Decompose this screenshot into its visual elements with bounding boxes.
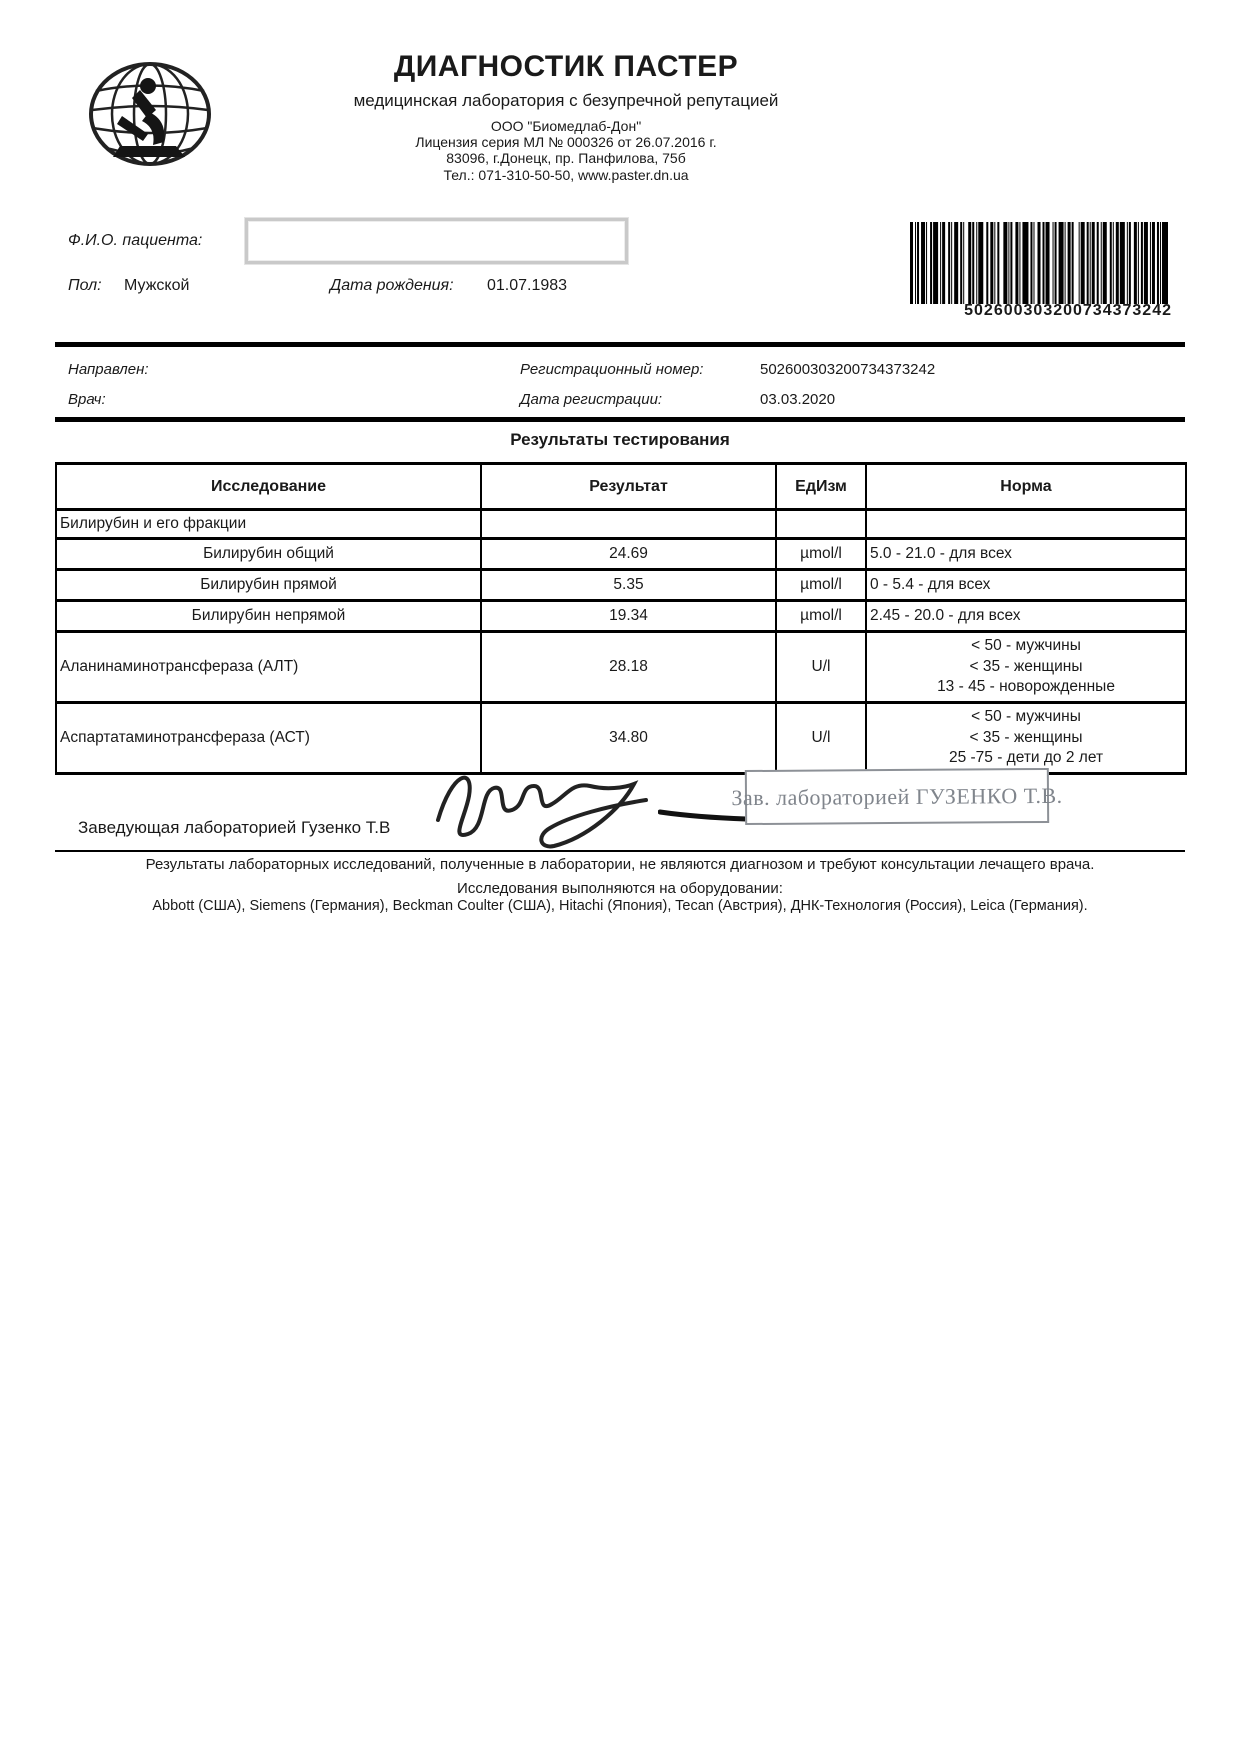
norm-line: 25 -75 - дети до 2 лет bbox=[948, 749, 1104, 767]
table-header-row bbox=[56, 464, 1186, 510]
divider-top bbox=[55, 342, 1185, 347]
table-row bbox=[56, 601, 1186, 632]
report-header bbox=[260, 50, 872, 183]
birth-date-value: 01.07.1983 bbox=[487, 277, 568, 294]
lab-globe-microscope-logo bbox=[86, 60, 218, 170]
reg-date-value: 03.03.2020 bbox=[760, 391, 836, 408]
lab-title: ДИАГНОСТИК ПАСТЕР bbox=[393, 50, 739, 83]
reg-number-value: 502600303200734373242 bbox=[760, 361, 936, 378]
reg-number-label: Регистрационный номер: bbox=[520, 361, 704, 378]
results-table bbox=[55, 462, 1187, 775]
test-unit: µmol/l bbox=[776, 539, 866, 570]
column-header-result: Результат bbox=[481, 464, 776, 510]
test-result: 34.80 bbox=[481, 703, 776, 774]
norm-line: 13 - 45 - новорожденные bbox=[937, 678, 1115, 696]
patient-name-label: Ф.И.О. пациента: bbox=[68, 232, 203, 249]
empty-cell bbox=[866, 510, 1186, 539]
doctor-label: Врач: bbox=[68, 391, 106, 408]
empty-cell bbox=[481, 510, 776, 539]
section-label: Билирубин и его фракции bbox=[56, 510, 481, 539]
lab-head-stamp bbox=[731, 768, 1063, 825]
test-result: 5.35 bbox=[481, 570, 776, 601]
equipment-list: Abbott (США), Siemens (Германия), Beckman Coulter (США), Hitachi (Япония), Tecan (Австрия), ДНК-Технология (Россия), Leica (Германия). bbox=[152, 898, 1088, 914]
norm-line: < 50 - мужчины bbox=[971, 708, 1081, 726]
test-norm: 0 - 5.4 - для всех bbox=[866, 570, 1186, 601]
barcode bbox=[910, 222, 1168, 304]
equipment-title: Исследования выполняются на оборудовании: bbox=[457, 880, 783, 897]
test-unit: U/l bbox=[776, 632, 866, 703]
test-name: Аспартатаминотрансфераза (АСТ) bbox=[56, 703, 481, 774]
results-title: Результаты тестирования bbox=[510, 430, 730, 449]
test-unit: U/l bbox=[776, 703, 866, 774]
lab-phone: Тел.: 071-310-50-50, www.paster.dn.ua bbox=[443, 166, 689, 183]
test-norm: 5.0 - 21.0 - для всех bbox=[866, 539, 1186, 570]
test-result: 19.34 bbox=[481, 601, 776, 632]
handwritten-signature bbox=[428, 758, 658, 854]
lab-subtitle: медицинская лаборатория с безупречной репутацией bbox=[353, 91, 779, 110]
test-name: Билирубин непрямой bbox=[56, 601, 481, 632]
birth-date-label: Дата рождения: bbox=[330, 277, 454, 294]
column-header-study: Исследование bbox=[56, 464, 481, 510]
test-name: Аланинаминотрансфераза (АЛТ) bbox=[56, 632, 481, 703]
empty-cell bbox=[776, 510, 866, 539]
test-norm bbox=[866, 632, 1186, 703]
test-result: 28.18 bbox=[481, 632, 776, 703]
norm-line: < 35 - женщины bbox=[969, 728, 1083, 746]
lab-address: 83096, г.Донецк, пр. Панфилова, 75б bbox=[446, 150, 686, 167]
divider-registration bbox=[55, 417, 1185, 422]
column-header-norm: Норма bbox=[866, 464, 1186, 510]
column-header-unit: ЕдИзм bbox=[776, 464, 866, 510]
lab-head-signature-label: Заведующая лабораторией Гузенко Т.В bbox=[78, 818, 391, 837]
lab-license: Лицензия серия МЛ № 000326 от 26.07.2016 г. bbox=[415, 134, 717, 151]
table-row bbox=[56, 539, 1186, 570]
barcode-number: 502600303200734373242 bbox=[964, 302, 1172, 319]
disclaimer-text: Результаты лабораторных исследований, полученные в лаборатории, не являются диагнозом и требуют консультации лечащего врача. bbox=[145, 856, 1095, 873]
table-section-row bbox=[56, 510, 1186, 539]
patient-name-input[interactable] bbox=[245, 218, 628, 264]
sex-label: Пол: bbox=[68, 277, 102, 294]
test-norm: 2.45 - 20.0 - для всех bbox=[866, 601, 1186, 632]
test-norm bbox=[866, 703, 1186, 774]
sex-value: Мужской bbox=[124, 277, 190, 294]
norm-line: < 35 - женщины bbox=[969, 657, 1083, 675]
test-name: Билирубин общий bbox=[56, 539, 481, 570]
table-row bbox=[56, 570, 1186, 601]
norm-line: < 50 - мужчины bbox=[971, 637, 1081, 655]
test-name: Билирубин прямой bbox=[56, 570, 481, 601]
referred-label: Направлен: bbox=[68, 361, 149, 378]
test-result: 24.69 bbox=[481, 539, 776, 570]
divider-footer bbox=[55, 850, 1185, 852]
stamp-text: Зав. лабораторией ГУЗЕНКО Т.В. bbox=[731, 782, 1063, 810]
lab-company: ООО "Биомедлаб-Дон" bbox=[490, 118, 642, 134]
test-unit: µmol/l bbox=[776, 570, 866, 601]
test-unit: µmol/l bbox=[776, 601, 866, 632]
table-row bbox=[56, 632, 1186, 703]
reg-date-label: Дата регистрации: bbox=[520, 391, 663, 408]
